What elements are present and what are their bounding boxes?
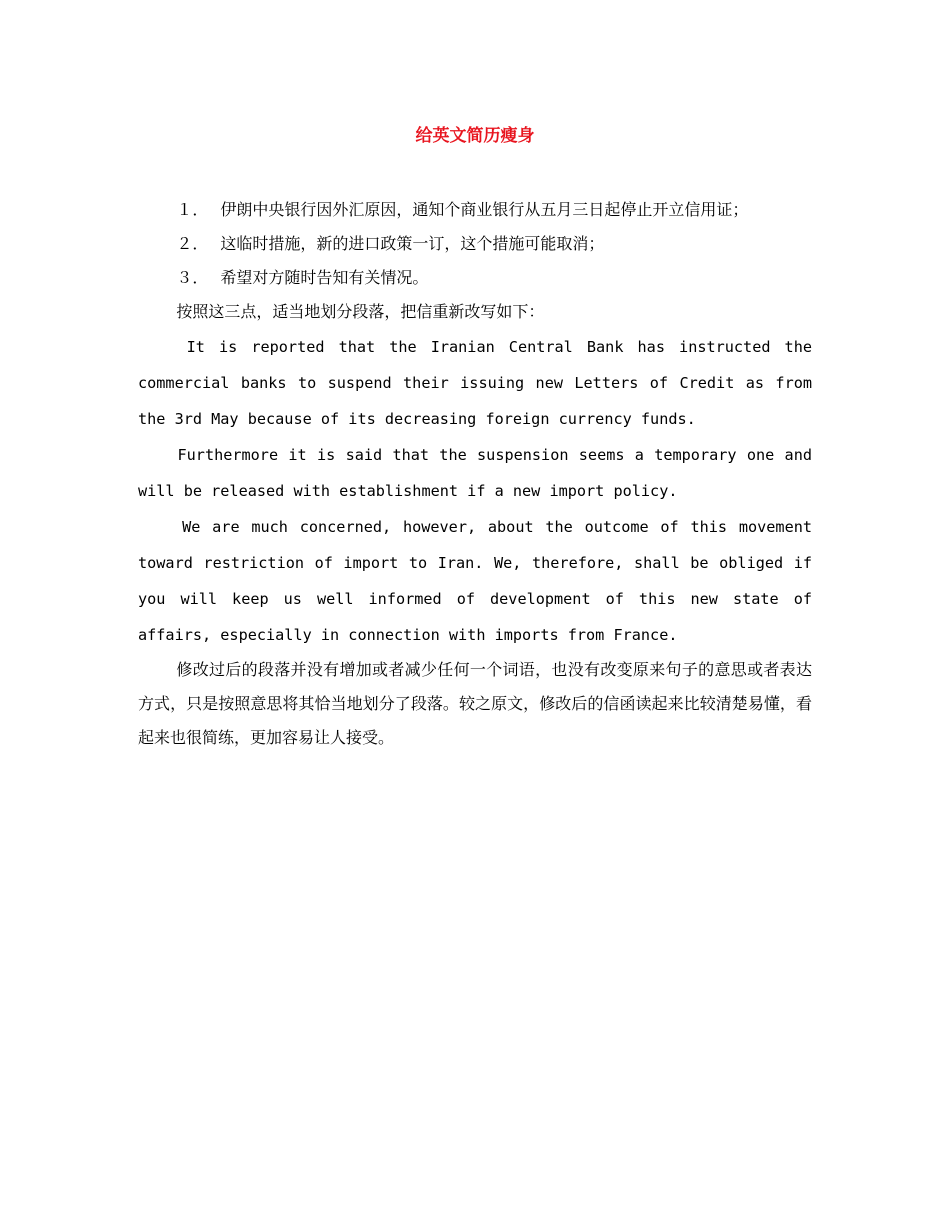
letter-paragraph-1: It is reported that the Iranian Central Bank has instructed the commercial banks to suspend their issuing new Letters of Credit as from the 3rd May because of its decreasing foreign currency funds. [138, 338, 812, 428]
list-item-text: 伊朗中央银行因外汇原因，通知个商业银行从五月三日起停止开立信用证； [220, 200, 749, 219]
intro-paragraph: 按照这三点，适当地划分段落，把信重新改写如下： [176, 302, 545, 321]
list-item-text: 这临时措施，新的进口政策一订，这个措施可能取消； [220, 234, 605, 253]
document-body [138, 193, 812, 755]
list-item-2 [138, 227, 812, 261]
conclusion-paragraph: 修改过后的段落并没有增加或者减少任何一个词语，也没有改变原来句子的意思或者表达方式，只是按照意思将其恰当地划分了段落。较之原文，修改后的信函读起来比较清楚易懂，看起来也很简练，更加容易让人接受。 [138, 660, 812, 747]
list-item-1 [138, 193, 812, 227]
letter-paragraph-2: Furthermore it is said that the suspension seems a temporary one and will be released with establishment if a new import policy. [138, 446, 812, 500]
list-item-text: 希望对方随时告知有关情况。 [220, 268, 429, 287]
list-item-number: ２． [176, 234, 209, 253]
letter-paragraph-3: We are much concerned, however, about the outcome of this movement toward restriction of import to Iran. We, therefore, shall be obliged if you will keep us well informed of development of this new state of affairs, especially in connection with imports from France. [138, 518, 812, 644]
list-item-3 [138, 261, 812, 295]
list-item-number: ３． [176, 268, 209, 287]
document-title: 给英文简历瘦身 [415, 126, 535, 146]
list-item-number: １． [176, 200, 209, 219]
